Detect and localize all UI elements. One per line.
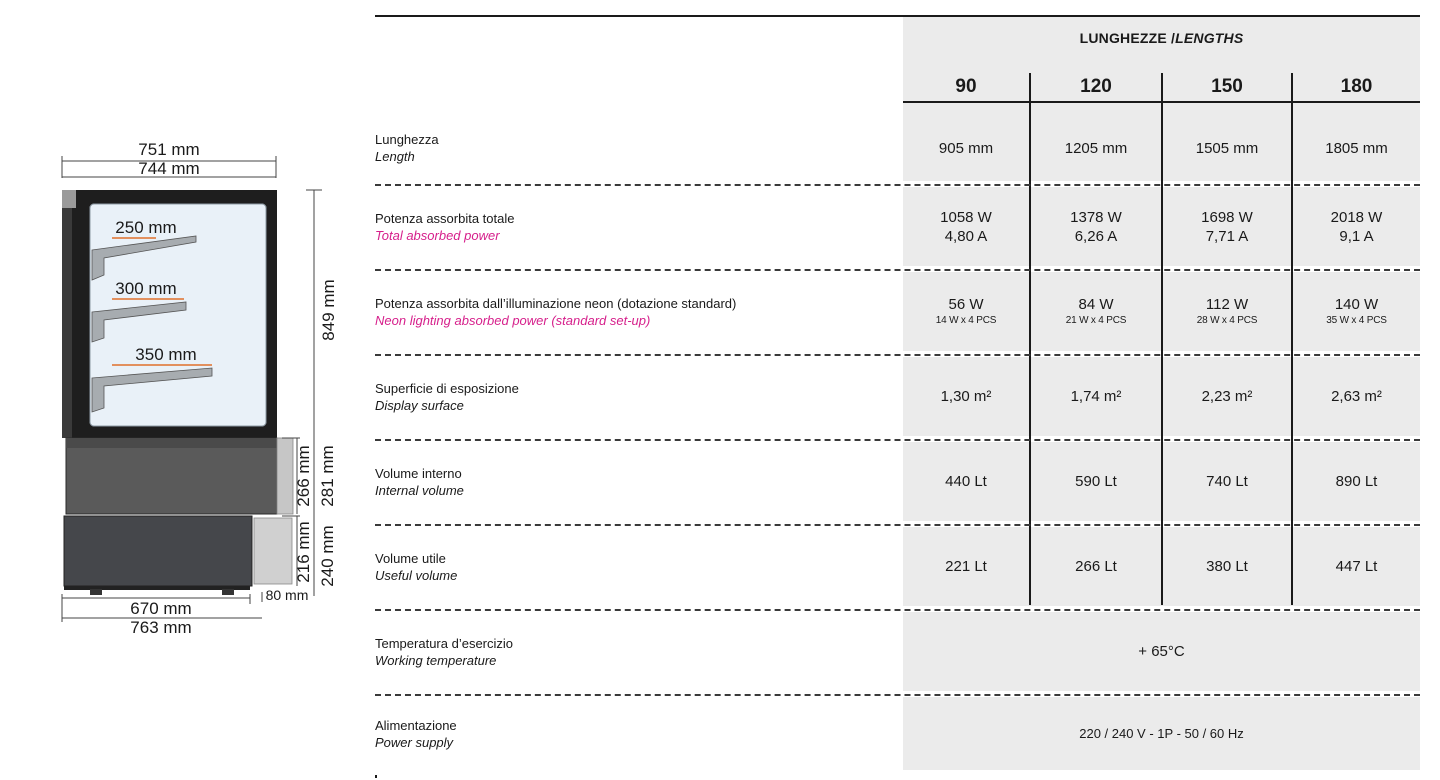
cell-power-150: 1698 W 7,71 A	[1201, 208, 1253, 245]
cell-useful-180: 447 Lt	[1335, 558, 1378, 575]
dim-shelf-1: 250 mm	[115, 218, 177, 237]
cell-length-150: 1505 mm	[1195, 139, 1259, 157]
row-label-display-surface	[375, 357, 895, 436]
label-en: Working temperature	[375, 652, 497, 668]
row-sep-6	[375, 609, 1420, 611]
row-label-useful-volume	[375, 527, 895, 606]
row-sep-7	[375, 694, 1420, 696]
header-title-en: LENGTHS	[1175, 30, 1244, 46]
label-it: Superficie di esposizione	[375, 380, 519, 396]
dim-foot: 80 mm	[265, 587, 309, 603]
label-en: Display surface	[375, 397, 464, 413]
label-it: Volume utile	[375, 550, 446, 566]
row-label-working-temperature	[375, 612, 895, 691]
page-tick-mark	[375, 775, 377, 778]
row-sep-1	[375, 184, 1420, 186]
col-head-180: 180	[1340, 76, 1373, 97]
cell-neon-120: 84 W 21 W x 4 PCS	[1065, 296, 1127, 326]
spec-table	[375, 15, 1420, 770]
label-it: Potenza assorbita dall’illuminazione neon (dotazione standard)	[375, 295, 737, 311]
cell-power-90: 1058 W 4,80 A	[940, 208, 992, 245]
label-it: Temperatura d’esercizio	[375, 635, 514, 651]
cell-length-180: 1805 mm	[1325, 139, 1388, 157]
col-head-150: 150	[1211, 76, 1243, 97]
row-sep-5	[375, 524, 1420, 526]
cell-neon-90: 56 W 14 W x 4 PCS	[935, 296, 997, 326]
label-it: Alimentazione	[375, 717, 457, 733]
header-title	[903, 23, 1420, 53]
label-en: Internal volume	[375, 482, 464, 498]
cell-surface-180: 2,63 m²	[1331, 388, 1382, 405]
dim-bottom-inner: 670 mm	[130, 599, 192, 618]
label-it: Lunghezza	[375, 132, 439, 147]
dim-height-total: 849 mm	[319, 279, 338, 341]
cell-power-120: 1378 W 6,26 A	[1070, 208, 1122, 245]
header-title-it: LUNGHEZZE /	[1079, 30, 1176, 46]
cell-power-180: 2018 W 9,1 A	[1330, 208, 1383, 245]
row-label-total-power	[375, 187, 895, 266]
cabinet-front-view	[0, 0, 370, 780]
cell-useful-120: 266 Lt	[1075, 558, 1117, 575]
cell-internal-120: 590 Lt	[1075, 473, 1117, 490]
cell-useful-150: 380 Lt	[1206, 558, 1248, 575]
dim-shelf-2: 300 mm	[115, 279, 177, 298]
dim-drawer-upper-outer: 281 mm	[318, 445, 337, 507]
dim-shelf-3: 350 mm	[135, 345, 197, 364]
cell-neon-180: 140 W 35 W x 4 PCS	[1326, 296, 1387, 326]
row-label-length	[375, 115, 895, 181]
row-sep-4	[375, 439, 1420, 441]
cell-length-90: 905 mm	[938, 139, 994, 157]
cell-surface-150: 2,23 m²	[1201, 388, 1253, 405]
col-head-120: 120	[1080, 76, 1112, 97]
cell-internal-150: 740 Lt	[1206, 473, 1248, 490]
label-it: Volume interno	[375, 465, 462, 481]
row-sep-3	[375, 354, 1420, 356]
dim-drawer-lower-inner: 216 mm	[294, 521, 313, 583]
row-sep-2	[375, 269, 1420, 271]
cell-length-120: 1205 mm	[1064, 139, 1128, 157]
label-en: Length	[375, 149, 415, 164]
dim-top-inner: 744 mm	[138, 159, 200, 178]
technical-drawing	[0, 0, 370, 780]
cell-working-temperature: + 65°C	[1138, 643, 1185, 660]
cell-internal-90: 440 Lt	[945, 473, 987, 490]
label-it: Potenza assorbita totale	[375, 210, 515, 226]
label-en: Total absorbed power	[375, 227, 500, 243]
cell-useful-90: 221 Lt	[945, 558, 987, 575]
dim-drawer-upper-inner: 266 mm	[294, 445, 313, 507]
row-label-internal-volume	[375, 442, 895, 521]
dim-drawer-lower-outer: 240 mm	[318, 525, 337, 587]
dim-top-outer: 751 mm	[138, 140, 200, 159]
cell-internal-180: 890 Lt	[1335, 473, 1378, 490]
label-en: Neon lighting absorbed power (standard set-up)	[375, 312, 651, 328]
dim-bottom-outer: 763 mm	[130, 618, 192, 637]
cell-power-supply: 220 / 240 V - 1P - 50 / 60 Hz	[1079, 726, 1244, 741]
cell-neon-150: 112 W 28 W x 4 PCS	[1196, 296, 1258, 326]
row-label-power-supply	[375, 697, 895, 770]
label-en: Power supply	[375, 734, 454, 750]
label-en: Useful volume	[375, 567, 458, 583]
row-label-neon-power	[375, 272, 895, 351]
cell-surface-90: 1,30 m²	[940, 388, 992, 405]
col-head-90: 90	[955, 76, 977, 97]
cell-surface-120: 1,74 m²	[1070, 388, 1122, 405]
